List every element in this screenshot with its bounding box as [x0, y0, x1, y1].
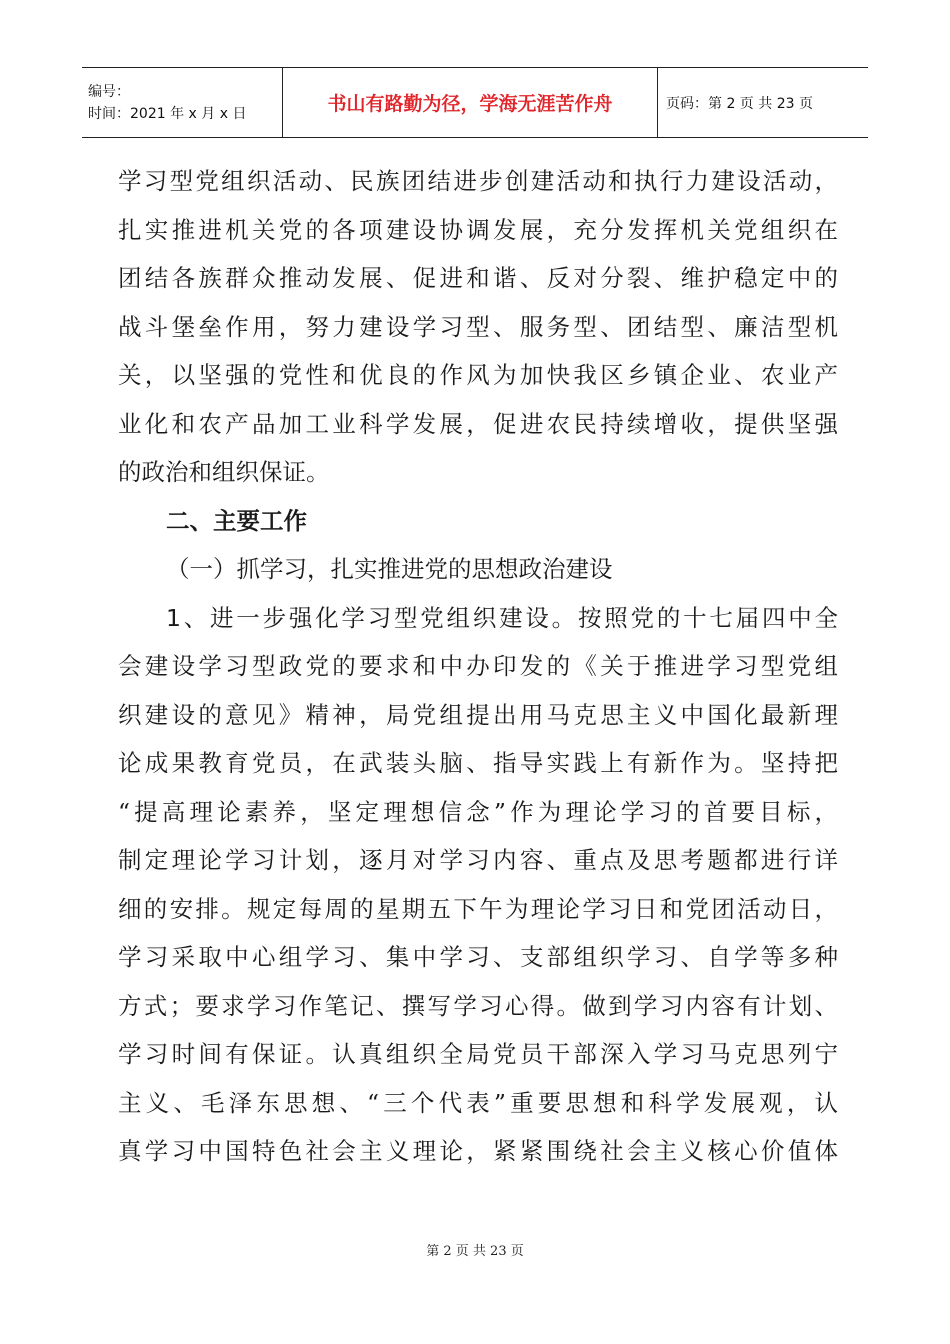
body-line: 的政治和组织保证。 — [118, 458, 330, 486]
section-heading: 二、主要工作 — [166, 506, 307, 535]
header-page-info: 页码：第 2 页 共 23 页 — [666, 95, 813, 112]
body-line: 制定理论学习计划，逐月对学习内容、重点及思考题都进行详 — [118, 846, 838, 874]
page-footer: 第 2 页 共 23 页 — [426, 1244, 524, 1259]
document-header — [82, 67, 868, 138]
body-line: “提高理论素养，坚定理想信念”作为理论学习的首要目标， — [118, 797, 838, 826]
body-line: 真学习中国特色社会主义理论，紧紧围绕社会主义核心价值体 — [118, 1137, 838, 1165]
document-number-label: 编号： — [88, 83, 130, 100]
body-line: 团结各族群众推动发展、促进和谐、反对分裂、维护稳定中的 — [118, 264, 838, 292]
body-line: 扎实推进机关党的各项建设协调发展，充分发挥机关党组织在 — [118, 215, 838, 244]
body-line: 主义、毛泽东思想、“三个代表”重要思想和科学发展观，认 — [118, 1088, 838, 1117]
body-line: 论成果教育党员，在武装头脑、指导实践上有新作为。坚持把 — [118, 749, 838, 777]
header-meta — [82, 68, 283, 137]
header-motto: 书山有路勤为径，学海无涯苦作舟 — [283, 68, 658, 137]
document-body — [118, 157, 838, 1176]
item-first-line — [118, 594, 838, 643]
body-line: 细的安排。规定每周的星期五下午为理论学习日和党团活动日， — [118, 894, 838, 923]
body-line: 织建设的意见》精神，局党组提出用马克思主义中国化最新理 — [118, 700, 838, 729]
item-lead: 1、进一步强化学习型党组织建设。 — [166, 603, 578, 632]
body-line: 会建设学习型政党的要求和中办印发的《关于推进学习型党组 — [118, 652, 838, 680]
document-date: 时间：2021 年 x 月 x 日 — [88, 105, 247, 122]
body-line: 方式；要求学习作笔记、撰写学习心得。做到学习内容有计划、 — [118, 991, 838, 1020]
sub-heading: （一）抓学习，扎实推进党的思想政治建设 — [166, 555, 613, 583]
body-line: 战斗堡垒作用，努力建设学习型、服务型、团结型、廉洁型机 — [118, 312, 838, 341]
body-line: 学习采取中心组学习、集中学习、支部组织学习、自学等多种 — [118, 943, 838, 971]
body-line: 业化和农产品加工业科学发展，促进农民持续增收，提供坚强 — [118, 409, 838, 438]
body-line: 学习型党组织活动、民族团结进步创建活动和执行力建设活动， — [118, 167, 838, 195]
body-line: 学习时间有保证。认真组织全局党员干部深入学习马克思列宁 — [118, 1040, 838, 1068]
item-lead-rest: 按照党的十七届四中全 — [577, 603, 839, 632]
body-line: 关，以坚强的党性和优良的作风为加快我区乡镇企业、农业产 — [118, 361, 838, 389]
